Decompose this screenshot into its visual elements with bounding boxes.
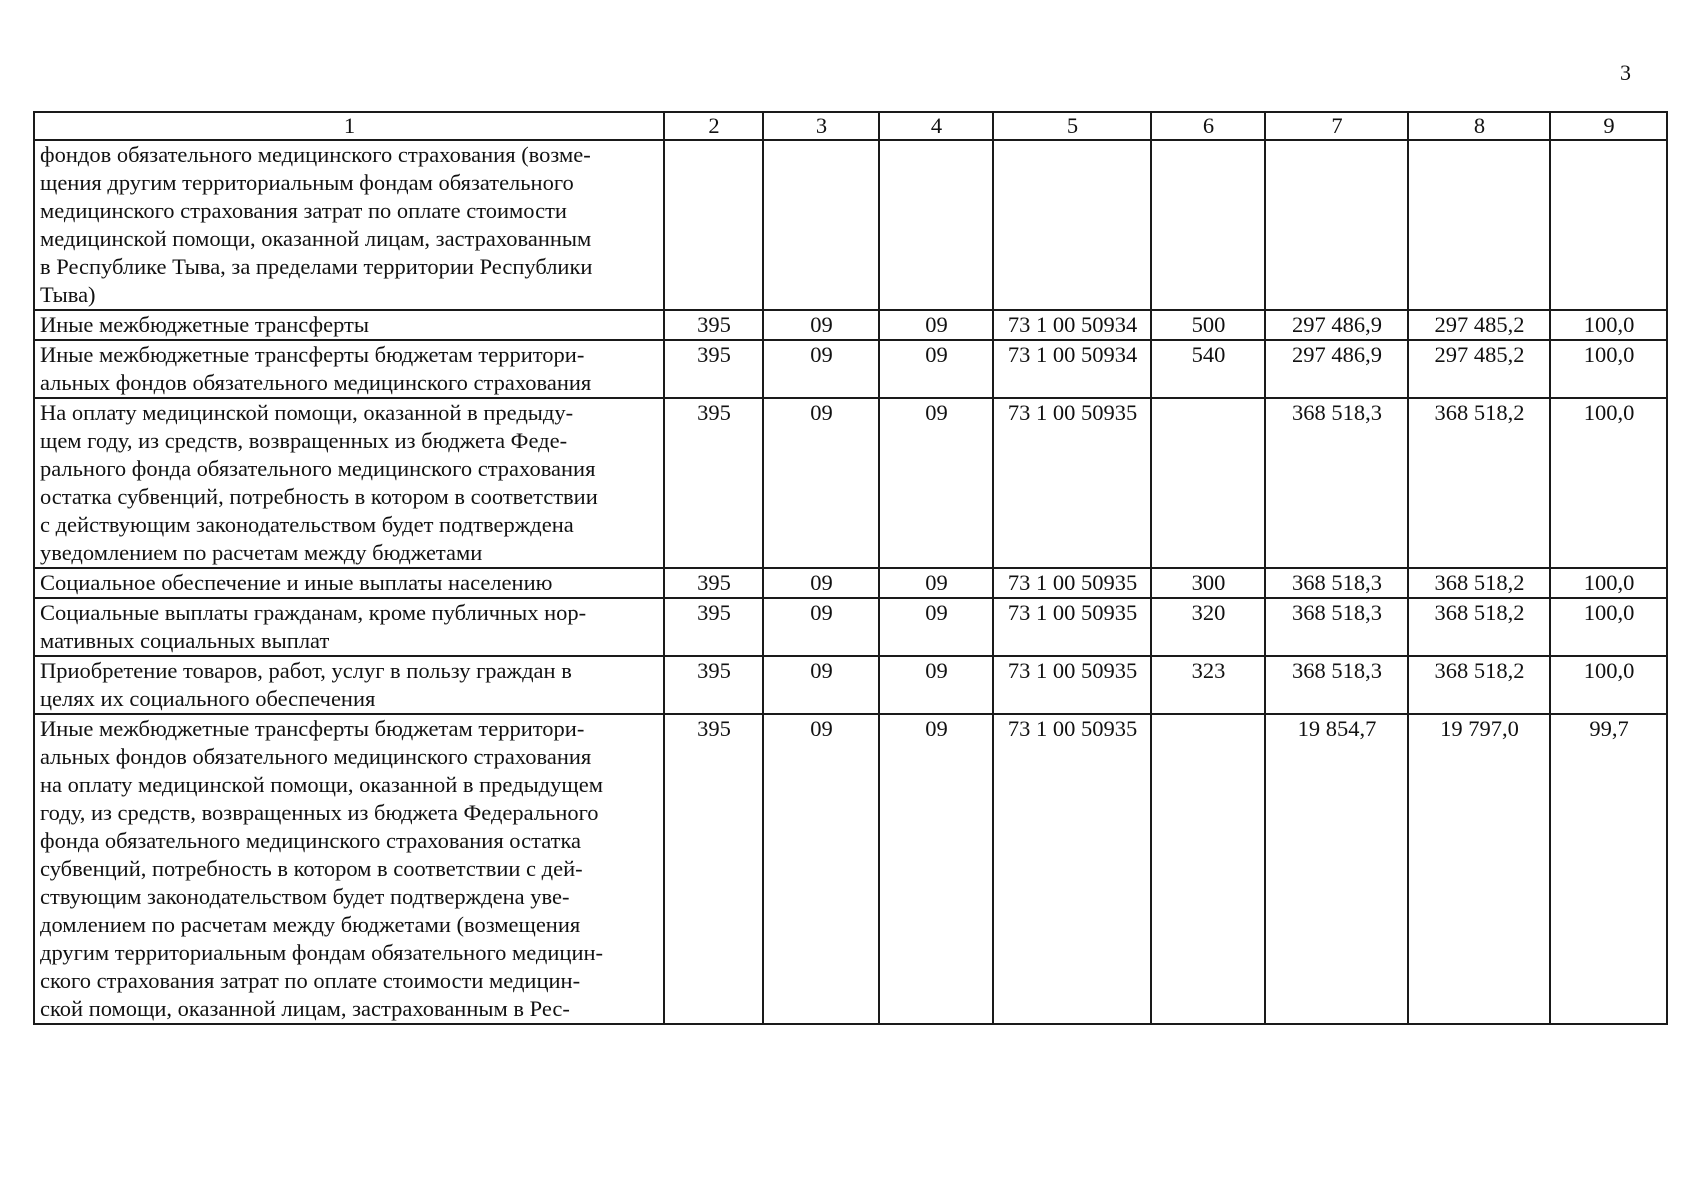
page-number: 3 [1620, 60, 1631, 85]
row-section: 09 [763, 310, 879, 340]
row-planned: 368 518,3 [1265, 568, 1408, 598]
row-executed: 368 518,2 [1408, 598, 1550, 656]
row-executed: 297 485,2 [1408, 310, 1550, 340]
row-subsection: 09 [879, 656, 993, 714]
row-planned: 368 518,3 [1265, 656, 1408, 714]
row-admin-code: 395 [664, 568, 763, 598]
row-expense-type: 320 [1151, 598, 1265, 656]
row-name: Социальное обеспечение и иные выплаты населению [34, 568, 664, 598]
row-target-article: 73 1 00 50934 [993, 310, 1151, 340]
header-col-2: 2 [664, 112, 763, 140]
row-admin-code: 395 [664, 398, 763, 568]
row-section: 09 [763, 340, 879, 398]
row-target-article: 73 1 00 50935 [993, 598, 1151, 656]
row-executed [1408, 140, 1550, 310]
header-col-4: 4 [879, 112, 993, 140]
row-section: 09 [763, 656, 879, 714]
row-name: Иные межбюджетные трансферты бюджетам территори- альных фондов обязательного медицинского страхования на оплату медицинской помощи, оказанной в предыдущем году, из средств, возвращенных из бюджета Федерального фонда обязательного медицинского страхования остатка субвенций, потребность в котором в соответствии с дей- ствующим законодательством будет подтверждена уве- домлением по расчетам между бюджетами (возмещения другим территориальным фондам обязательного медицин- ского страхования затрат по оплате стоимости медицин- ской помощи, оказанной лицам, застрахованным в Рес- [34, 714, 664, 1024]
header-col-8: 8 [1408, 112, 1550, 140]
row-name: На оплату медицинской помощи, оказанной в предыду- щем году, из средств, возвращенных из бюджета Феде- рального фонда обязательного медицинского страхования остатка субвенций, потребность в котором в соответствии с действующим законодательством будет подтверждена уведомлением по расчетам между бюджетами [34, 398, 664, 568]
header-col-6: 6 [1151, 112, 1265, 140]
row-admin-code [664, 140, 763, 310]
row-executed: 368 518,2 [1408, 656, 1550, 714]
table-row [34, 398, 1667, 568]
row-planned: 19 854,7 [1265, 714, 1408, 1024]
row-section: 09 [763, 598, 879, 656]
row-admin-code: 395 [664, 598, 763, 656]
row-admin-code: 395 [664, 656, 763, 714]
row-target-article: 73 1 00 50934 [993, 340, 1151, 398]
header-col-5: 5 [993, 112, 1151, 140]
row-name: Иные межбюджетные трансферты бюджетам территори- альных фондов обязательного медицинского страхования [34, 340, 664, 398]
table-row [34, 310, 1667, 340]
table-row [34, 714, 1667, 1024]
row-executed: 368 518,2 [1408, 568, 1550, 598]
row-percent [1550, 140, 1667, 310]
row-percent: 99,7 [1550, 714, 1667, 1024]
row-expense-type: 540 [1151, 340, 1265, 398]
row-expense-type [1151, 398, 1265, 568]
row-target-article: 73 1 00 50935 [993, 714, 1151, 1024]
row-section: 09 [763, 568, 879, 598]
header-col-1: 1 [34, 112, 664, 140]
row-percent: 100,0 [1550, 310, 1667, 340]
row-target-article: 73 1 00 50935 [993, 656, 1151, 714]
row-planned: 297 486,9 [1265, 340, 1408, 398]
row-section: 09 [763, 398, 879, 568]
row-name: Социальные выплаты гражданам, кроме публичных нор- мативных социальных выплат [34, 598, 664, 656]
header-col-3: 3 [763, 112, 879, 140]
row-percent: 100,0 [1550, 568, 1667, 598]
row-planned: 368 518,3 [1265, 598, 1408, 656]
row-planned: 297 486,9 [1265, 310, 1408, 340]
row-target-article [993, 140, 1151, 310]
row-planned [1265, 140, 1408, 310]
row-executed: 297 485,2 [1408, 340, 1550, 398]
row-planned: 368 518,3 [1265, 398, 1408, 568]
row-admin-code: 395 [664, 310, 763, 340]
row-executed: 19 797,0 [1408, 714, 1550, 1024]
row-section [763, 140, 879, 310]
row-subsection: 09 [879, 714, 993, 1024]
table-row [34, 656, 1667, 714]
row-subsection: 09 [879, 568, 993, 598]
table-row [34, 568, 1667, 598]
row-percent: 100,0 [1550, 398, 1667, 568]
row-admin-code: 395 [664, 340, 763, 398]
row-subsection: 09 [879, 398, 993, 568]
row-subsection [879, 140, 993, 310]
row-name: фондов обязательного медицинского страхования (возме- щения другим территориальным фондам обязательного медицинского страхования затрат по оплате стоимости медицинской помощи, оказанной лицам, застрахованным в Республике Тыва, за пределами территории Республики Тыва) [34, 140, 664, 310]
header-col-9: 9 [1550, 112, 1667, 140]
row-percent: 100,0 [1550, 340, 1667, 398]
row-percent: 100,0 [1550, 598, 1667, 656]
row-section: 09 [763, 714, 879, 1024]
row-executed: 368 518,2 [1408, 398, 1550, 568]
table-row [34, 140, 1667, 310]
header-row [34, 112, 1667, 140]
row-target-article: 73 1 00 50935 [993, 568, 1151, 598]
row-subsection: 09 [879, 340, 993, 398]
budget-table [33, 111, 1668, 1025]
row-expense-type: 500 [1151, 310, 1265, 340]
row-name: Иные межбюджетные трансферты [34, 310, 664, 340]
row-admin-code: 395 [664, 714, 763, 1024]
row-subsection: 09 [879, 310, 993, 340]
row-percent: 100,0 [1550, 656, 1667, 714]
row-expense-type [1151, 140, 1265, 310]
row-name: Приобретение товаров, работ, услуг в пользу граждан в целях их социального обеспечения [34, 656, 664, 714]
row-subsection: 09 [879, 598, 993, 656]
table-row [34, 340, 1667, 398]
row-expense-type: 323 [1151, 656, 1265, 714]
row-target-article: 73 1 00 50935 [993, 398, 1151, 568]
table-row [34, 598, 1667, 656]
row-expense-type [1151, 714, 1265, 1024]
row-expense-type: 300 [1151, 568, 1265, 598]
header-col-7: 7 [1265, 112, 1408, 140]
